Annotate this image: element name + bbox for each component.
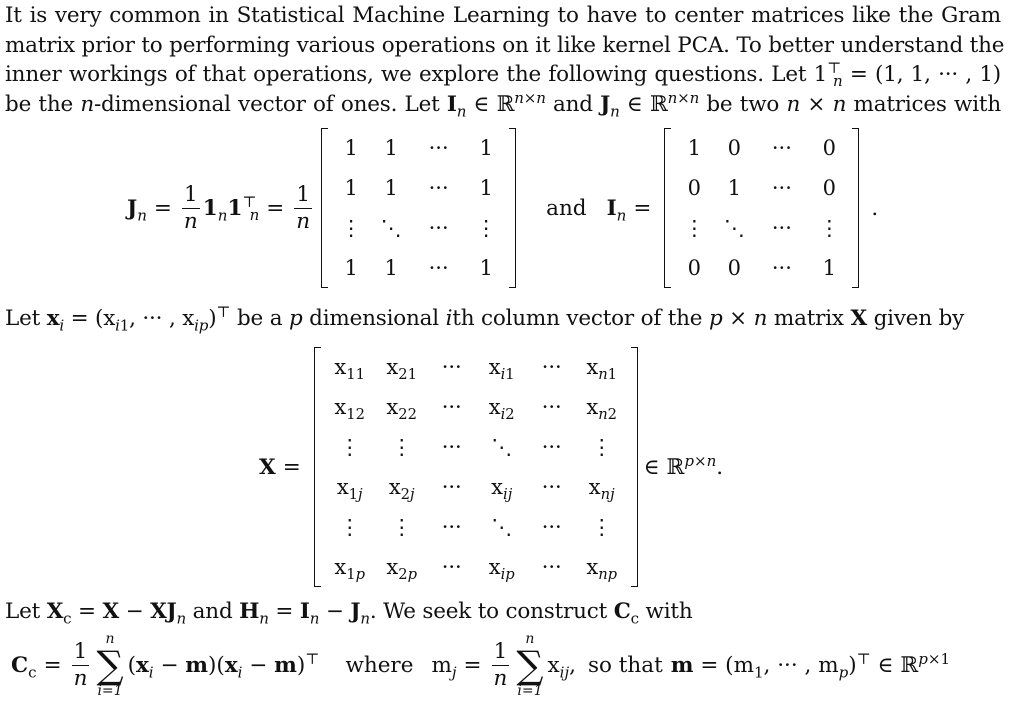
X-matrix-cell: ⋮ (391, 515, 413, 539)
X-lhs: X (259, 454, 276, 480)
X-matrix-cell: ··· (541, 555, 562, 579)
X-matrix-cell: ··· (441, 475, 462, 499)
X-matrix-cell: $x_{np}$ (586, 555, 618, 584)
X-matrix-cell: ··· (441, 395, 462, 419)
equation-covariance: $C_c$ = $\frac{1}{n}$ n ∑ i=1 $(x_i - m)(x_i - m)^⊤$ where $m_j$ = $\frac{1}{n}$ n ∑ i=1 $x_{ij}$, so that $m = (m_1$, ··· , $m_p)^⊤$ ∈ ℝ$^{p\times 1}$ (11, 631, 951, 699)
J-matrix-cell: ⋱ (380, 216, 402, 240)
paragraph-centering: Let $X_c = X - XJ_n$ and $H_n = I_n - J_n$. We seek to construct $C_c$ with (5, 599, 693, 628)
X-matrix-cell: ⋮ (339, 435, 361, 459)
summation-1: n ∑ i=1 (96, 631, 124, 699)
fraction-1-over-n-2: $\frac{1}{n}$ (296, 182, 311, 234)
intro-line-3: inner workings of that operations, we explore the following questions. Let $1^⊤_n = (1$, 1, ··· , 1) (5, 58, 1001, 91)
X-matrix-cell: $x_{i2}$ (488, 395, 515, 424)
I-matrix-cell: ⋱ (723, 216, 745, 240)
X-space: ∈ ℝ$^{p\times n}$. (643, 451, 724, 480)
X-matrix-cell: ··· (541, 435, 562, 459)
J-matrix-cell: ··· (428, 176, 449, 200)
X-matrix-cell: ··· (441, 555, 462, 579)
X-matrix-cell: $x_{n2}$ (586, 395, 618, 424)
I-matrix-cell: ⋮ (683, 216, 705, 240)
X-matrix (314, 347, 638, 587)
X-matrix-cell: $x_{1p}$ (334, 555, 365, 584)
X-matrix-cell: $x_{n1}$ (586, 355, 618, 384)
X-matrix-cell: $x_{1j}$ (336, 475, 363, 504)
X-matrix-cell: ⋮ (391, 435, 413, 459)
X-matrix-cell: ⋮ (339, 515, 361, 539)
X-matrix-cell: $x_{21}$ (386, 355, 417, 384)
I-matrix-cell: 0 (822, 176, 837, 200)
intro-line-4: be the n-dimensional vector of ones. Let $I_n$ ∈ ℝ$^{n\times n}$ and $J_n$ ∈ ℝ$^{n\times n}$ be two n × n matrices with (5, 88, 1002, 120)
I-matrix-cell: ··· (771, 136, 792, 160)
I-matrix-cell: ··· (771, 256, 792, 280)
X-matrix-cell: $x_{12}$ (334, 395, 365, 424)
paragraph-x-vector: Let $x_i = (x_{i1}$, ··· , $x_{ip})^⊤$ be a p dimensional ith column vector of the p × n matrix X given by (5, 302, 965, 335)
X-matrix-cell: ··· (541, 515, 562, 539)
document-page (5, 0, 1005, 712)
J-matrix-cell: ··· (428, 216, 449, 240)
I-matrix-cell: 1 (822, 256, 837, 280)
J-matrix-cell: 1 (479, 136, 493, 160)
so-that-word: so that (587, 652, 663, 678)
X-matrix-cell: $x_{ij}$ (491, 475, 513, 504)
J-matrix-cell: ⋮ (340, 216, 362, 240)
I-matrix-cell: 0 (727, 136, 742, 160)
X-matrix-cell: $x_{2j}$ (388, 475, 415, 504)
I-matrix-cell: 1 (727, 176, 742, 200)
I-matrix-cell: ··· (771, 216, 792, 240)
X-matrix-cell: ··· (441, 435, 462, 459)
I-matrix-cell: ··· (771, 176, 792, 200)
X-matrix-cell: ⋮ (591, 515, 613, 539)
J-matrix (321, 128, 516, 288)
I-matrix-cell: ⋮ (818, 216, 840, 240)
summation-2: n ∑ i=1 (516, 631, 544, 699)
I-matrix-cell: 0 (687, 256, 702, 280)
I-matrix-cell: 1 (687, 136, 702, 160)
X-matrix-cell: $x_{ip}$ (488, 555, 515, 584)
J-matrix-cell: ⋮ (475, 216, 497, 240)
where-word: where (345, 652, 414, 678)
and-word: and (546, 195, 587, 221)
X-matrix-cell: ⋮ (591, 435, 613, 459)
J-lhs: $J_n$ (127, 195, 147, 224)
X-matrix-cell: $x_{2p}$ (386, 555, 417, 584)
X-matrix-cell: ··· (441, 515, 462, 539)
X-matrix-cell: ⋱ (491, 435, 513, 459)
fraction-1-over-n: $\frac{1}{n}$ (183, 182, 198, 234)
J-matrix-cell: 1 (344, 176, 358, 200)
Cc-lhs: $C_c$ (11, 652, 37, 681)
J-matrix-cell: ··· (428, 136, 449, 160)
X-matrix-cell: $x_{i1}$ (488, 355, 515, 384)
X-matrix-cell: ··· (441, 355, 462, 379)
I-matrix (664, 128, 859, 288)
J-matrix-cell: 1 (384, 176, 398, 200)
J-matrix-cell: 1 (344, 256, 358, 280)
equation-J-I: $J_n$ = $\frac{1}{n}$ $1_n1^⊤_n$ = $\frac{1}{n}$ 1 1 ··· 1 1 1 ··· 1 ⋮ ⋱ ··· ⋮ 1 1 ··· 1 and $I_n$ = 1 0 ··· 0 0 1 ··· 0 ⋮ ⋱ ··· ⋮ 0 0 ··· 1 . (127, 128, 878, 288)
X-matrix-cell: ··· (541, 355, 562, 379)
X-matrix-cell: ··· (541, 475, 562, 499)
I-matrix-cell: 0 (727, 256, 742, 280)
I-lhs: $I_n$ (606, 195, 627, 224)
J-matrix-cell: 1 (479, 256, 493, 280)
I-matrix-cell: 0 (822, 136, 837, 160)
intro-line-2: matrix prior to performing various operations on it like kernel PCA. To better understand the (5, 32, 1005, 58)
J-matrix-cell: ··· (428, 256, 449, 280)
I-matrix-cell: 0 (687, 176, 702, 200)
J-matrix-cell: 1 (479, 176, 493, 200)
J-matrix-cell: 1 (344, 136, 358, 160)
X-matrix-cell: ··· (541, 395, 562, 419)
intro-line-1: It is very common in Statistical Machine Learning to have to center matrices like the Gram (5, 3, 1001, 28)
J-matrix-cell: 1 (384, 136, 398, 160)
intro-paragraph (5, 1, 1005, 120)
equation-X-matrix: X = $x_{11}$ $x_{21}$ ··· $x_{i1}$ ··· $x_{n1}$ $x_{12}$ $x_{22}$ ··· $x_{i2}$ ··· $x_{n2}$ ⋮ ⋮ ··· ⋱ ··· ⋮ $x_{1j}$ $x_{2j}$ ··· $x_{ij}$ ··· $x_{nj}$ ⋮ ⋮ ··· ⋱ ··· ⋮ $x_{1p}$ $x_{2p}$ ··· $x_{ip}$ ··· $x_{np}$ ∈ ℝ$^{p\times n}$. (259, 347, 723, 587)
J-matrix-cell: 1 (384, 256, 398, 280)
X-matrix-cell: ⋱ (491, 515, 513, 539)
X-matrix-cell: $x_{nj}$ (588, 475, 615, 504)
X-matrix-cell: $x_{11}$ (334, 355, 365, 384)
X-matrix-cell: $x_{22}$ (386, 395, 417, 424)
